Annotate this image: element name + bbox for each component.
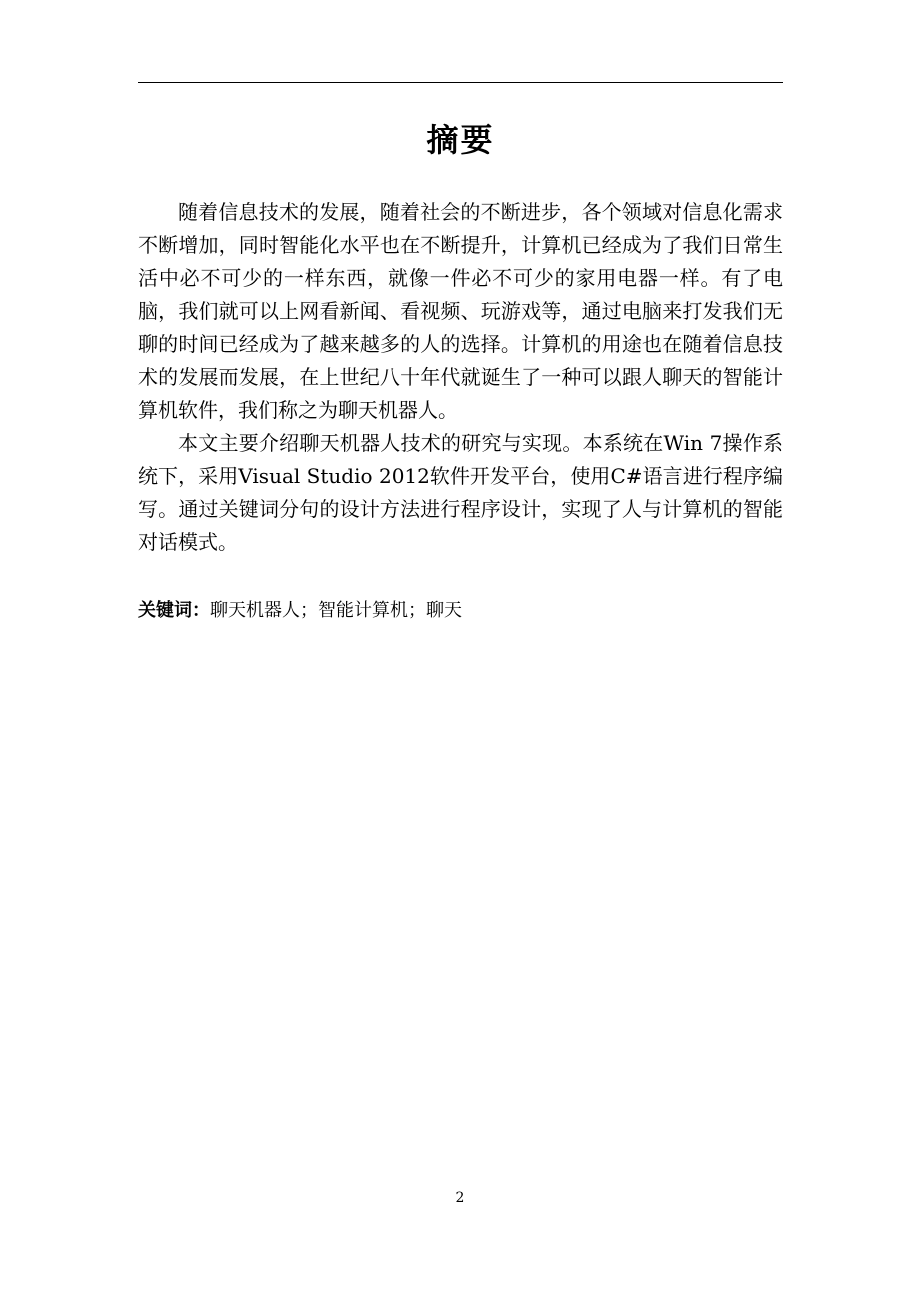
keywords-label: 关键词：: [138, 600, 210, 621]
page-title: 摘要: [426, 121, 495, 159]
page-number: 2: [455, 1190, 465, 1206]
abstract-body: [138, 196, 783, 559]
keywords-value: 聊天机器人；智能计算机；聊天: [210, 600, 462, 621]
abstract-paragraph-2: 本文主要介绍聊天机器人技术的研究与实现。本系统在Win 7操作系统下，采用Visual Studio 2012软件开发平台，使用C#语言进行程序编写。通过关键词分句的设计方法进行程序设计，实现了人与计算机的智能对话模式。: [138, 431, 783, 554]
keywords-line: [138, 596, 783, 626]
abstract-paragraph-1: 随着信息技术的发展，随着社会的不断进步，各个领域对信息化需求不断增加，同时智能化水平也在不断提升，计算机已经成为了我们日常生活中必不可少的一样东西，就像一件必不可少的家用电器一样。有了电脑，我们就可以上网看新闻、看视频、玩游戏等，通过电脑来打发我们无聊的时间已经成为了越来越多的人的选择。计算机的用途也在随着信息技术的发展而发展，在上世纪八十年代就诞生了一种可以跟人聊天的智能计算机软件，我们称之为聊天机器人。: [138, 200, 783, 422]
header-rule: [138, 82, 783, 83]
